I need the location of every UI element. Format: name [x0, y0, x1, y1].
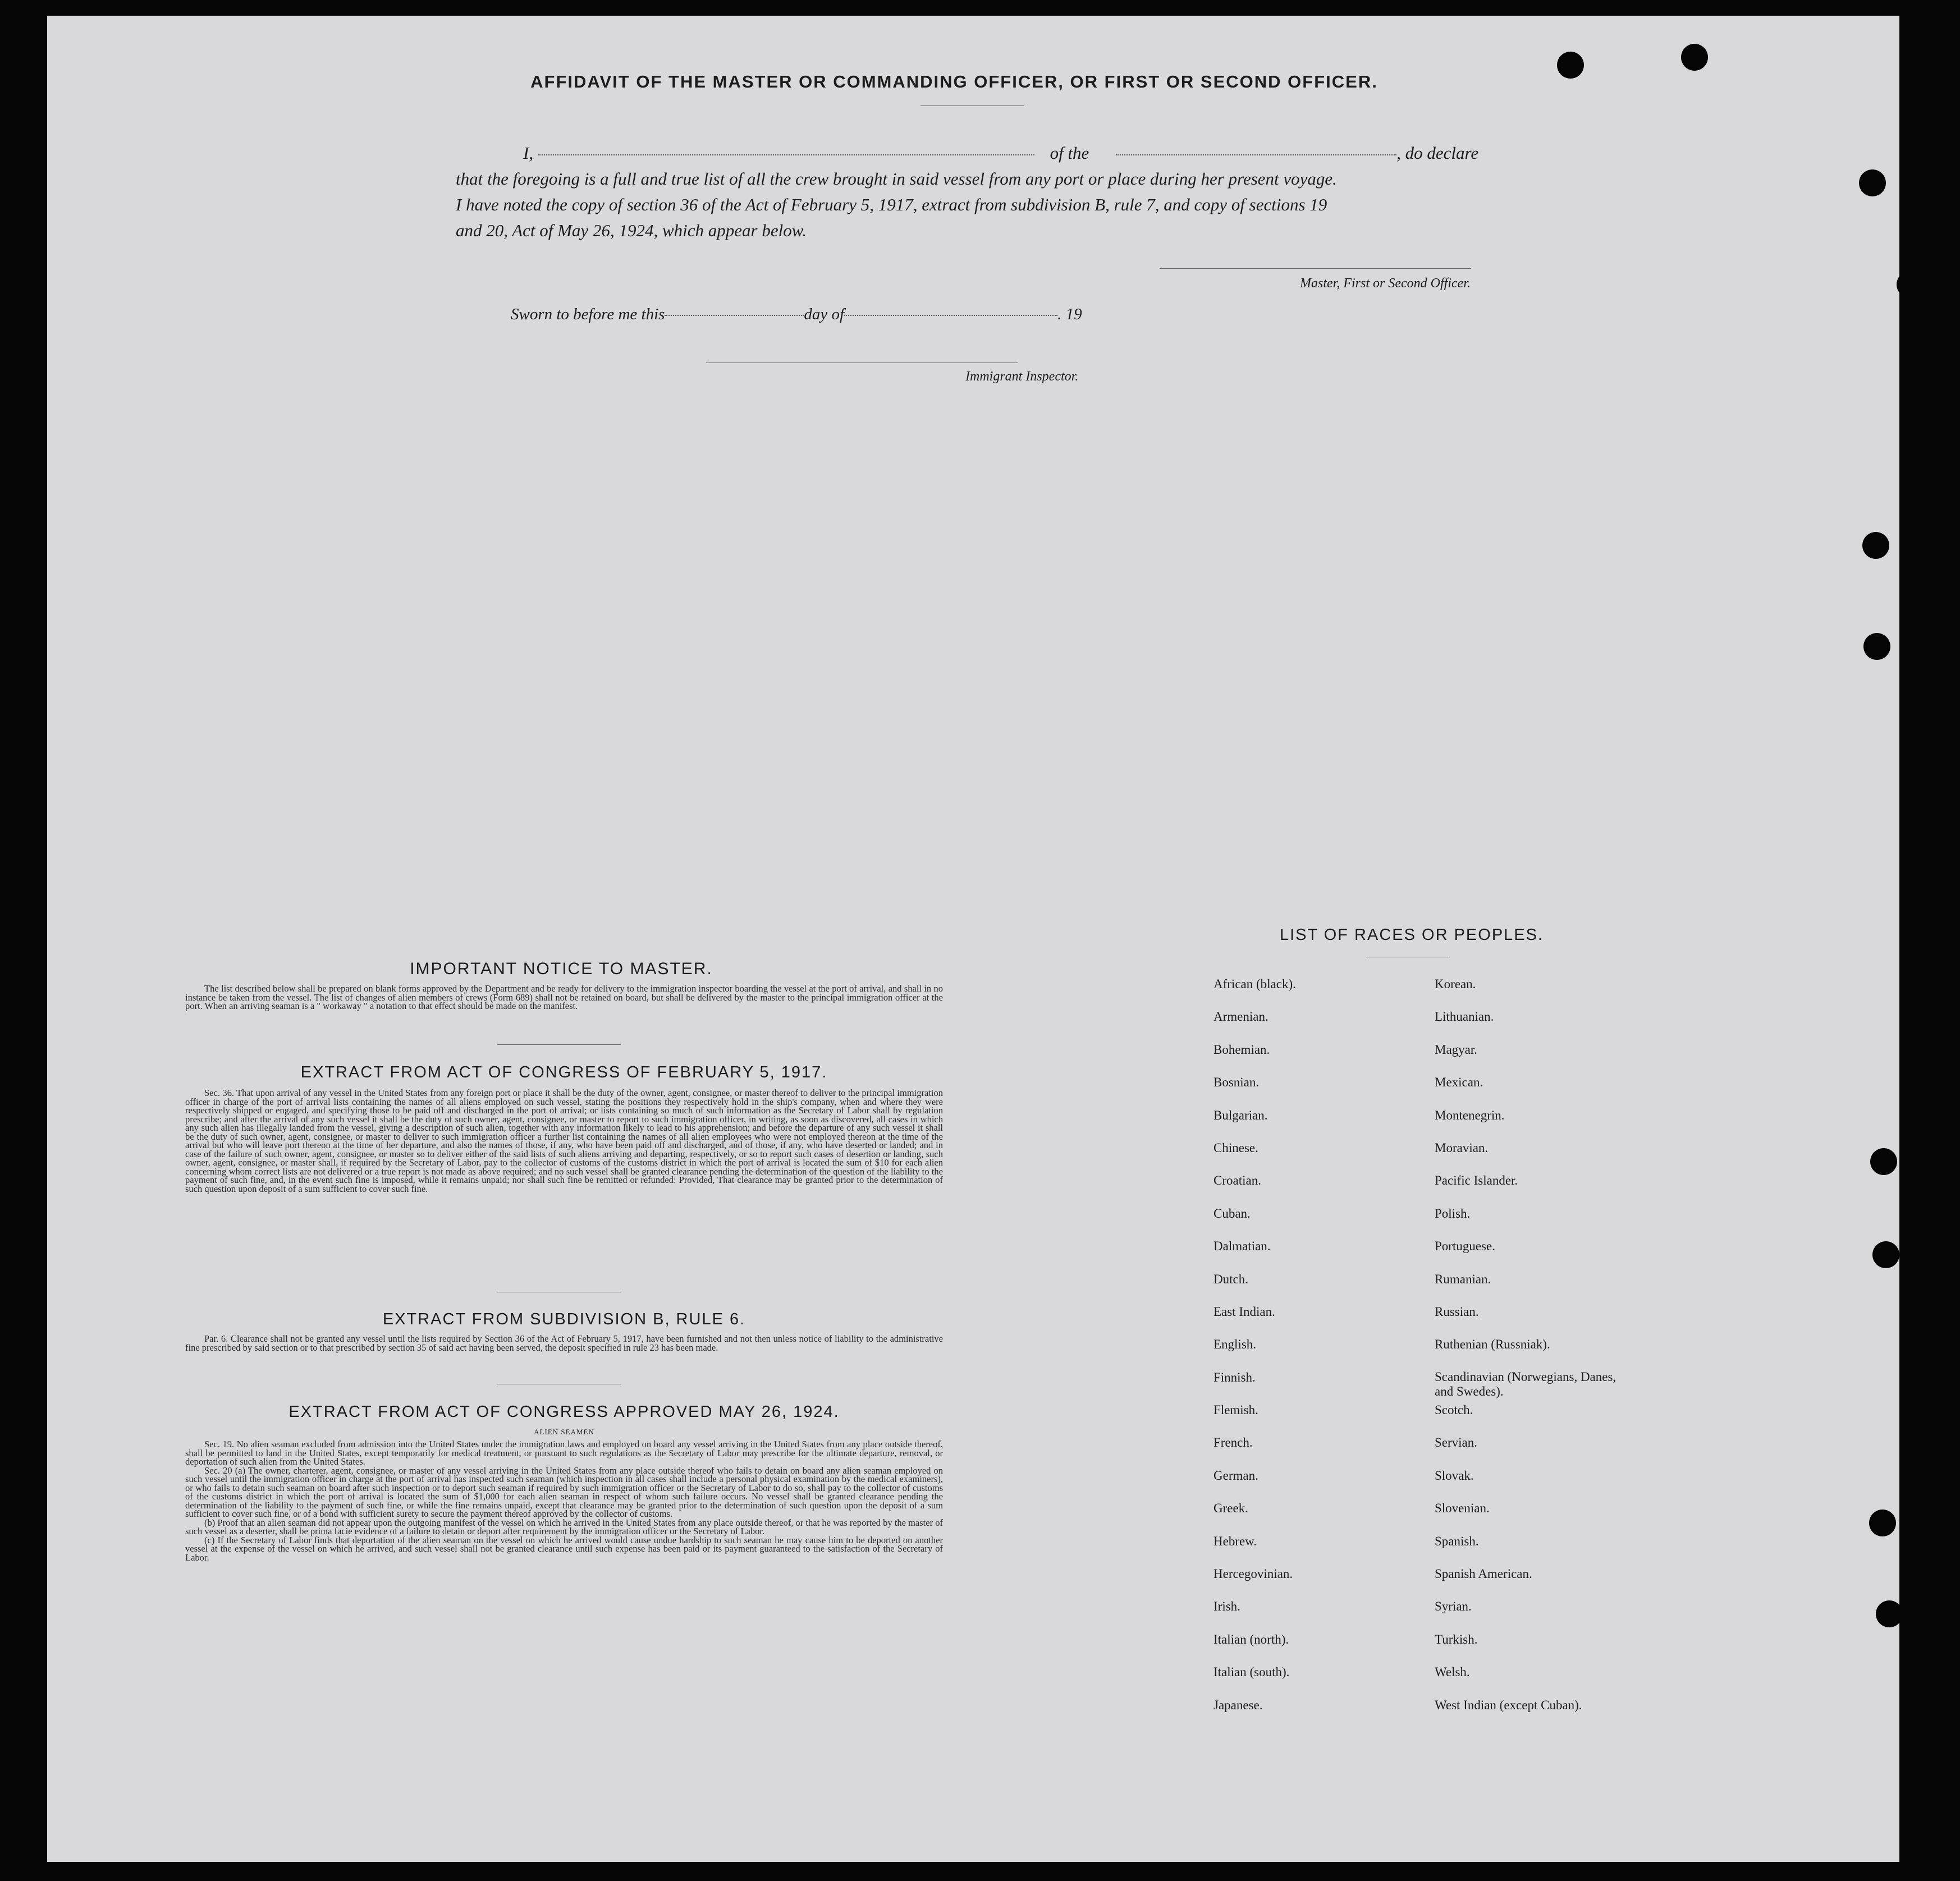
race-item: Mexican. [1435, 1075, 1483, 1090]
notice-title: IMPORTANT NOTICE TO MASTER. [410, 960, 713, 978]
race-item: Flemish. [1213, 1403, 1258, 1417]
section-19-paragraph: Sec. 19. No alien seaman excluded from admission into the United States under the immigration laws and employed on board any vessel arriving in the United States from any place outside thereof, shall be permitted to land in the United States, except temporarily for medical treatment, or pursuant to such regulations as the Secretary of Labor may prescribe for the ultimate departure, removal, or deportation of such alien from the United States. [185, 1439, 943, 1467]
race-item: Moravian. [1435, 1140, 1489, 1155]
race-item: German. [1213, 1468, 1258, 1483]
rule-6-title: EXTRACT FROM SUBDIVISION B, RULE 6. [382, 1310, 746, 1328]
punch-hole [1869, 1510, 1896, 1536]
race-item: East Indian. [1213, 1304, 1275, 1319]
signature-line[interactable] [1160, 268, 1471, 269]
race-item: Lithuanian. [1435, 1010, 1494, 1024]
race-item: Cuban. [1213, 1206, 1251, 1221]
race-item: French. [1213, 1435, 1253, 1450]
race-item: Pacific Islander. [1435, 1173, 1518, 1188]
race-item: Scotch. [1435, 1403, 1473, 1417]
race-item: Korean. [1435, 977, 1476, 991]
extract-1917-text [185, 1089, 943, 1193]
inspector-caption: Immigrant Inspector. [965, 369, 1079, 384]
master-caption: Master, First or Second Officer. [1300, 276, 1471, 291]
race-item: Italian (north). [1213, 1632, 1289, 1646]
rule-6-paragraph: Par. 6. Clearance shall not be granted any vessel until the lists required by Section 36 of the Act of February 5, 1917, have been furnished and not then unless notice of liability to the administrative fine prescribed by said section or to that prescribed by section 35 of said act having been served, the deposit specified in rule 23 has been made. [185, 1333, 943, 1353]
race-item: Syrian. [1435, 1599, 1472, 1614]
section-36-paragraph: Sec. 36. That upon arrival of any vessel in the United States from any foreign port or place it shall be the duty of the owner, agent, consignee, or master thereof to deliver to the principal immigration officer in charge of the port of arrival lists containing the names of all aliens employed on such vessel, stating the positions they respectively hold in the ship's company, when and where they were respectively shipped or engaged, and specifying those to be paid off and discharged in the port of arrival; or lists containing so much of such information as the Secretary of Labor shall by regulation prescribe; and after the arrival of any such vessel it shall be the duty of such owner, agent, consignee, or master to report to such immigration officer, in writing, as soon as discovered, all cases in which any such alien has illegally landed from the vessel, giving a description of such alien, together with any information likely to lead to his apprehension; and before the departure of any such vessel it shall be the duty of such owner, agent, consignee, or master to deliver to such immigration officer a further list containing the names of all alien employees who were not employed thereon at the time of the arrival but who will leave port thereon at the time of her departure, and also the names of those, if any, who have been paid off and discharged, and of those, if any, who have deserted or landed; and in case of the failure of such owner, agent, consignee, or master so to deliver either of the said lists of such aliens arriving and departing, respectively, or so to report such cases of desertion or landing, such owner, agent, consignee, or master shall, if required by the Secretary of Labor, pay to the collector of customs of the customs district in which the port of arrival is located the sum of $10 for each alien concerning whom correct lists are not delivered or a true report is not made as above required; and no such vessel shall be granted clearance pending the determination of the question of the liability to the payment of such fine, and, in the event such fine is imposed, while it remains unpaid; nor shall such fine be remitted or refunded: Provided, That clearance may be granted prior to the determination of such question upon deposit of a sum sufficient to cover such fine. [185, 1088, 943, 1194]
race-item: Portuguese. [1435, 1239, 1495, 1254]
race-item: Japanese. [1213, 1698, 1263, 1712]
declaration-line: I have noted the copy of section 36 of the Act of February 5, 1917, extract from subdivision B, rule 7, and copy of sections 19 [456, 195, 1327, 214]
sworn-text: . 19 [1057, 305, 1082, 323]
race-item: Scandinavian (Norwegians, Danes, and Swedes). [1435, 1369, 1616, 1398]
month-blank[interactable] [844, 315, 1057, 316]
punch-hole [1876, 1600, 1903, 1627]
punch-hole [1862, 532, 1889, 559]
race-item: Finnish. [1213, 1370, 1256, 1384]
declaration-line: and 20, Act of May 26, 1924, which appear below. [456, 221, 807, 240]
race-item: Slovak. [1435, 1468, 1474, 1483]
punch-hole [1681, 44, 1708, 71]
affidavit-title: AFFIDAVIT OF THE MASTER OR COMMANDING OFFICER, OR FIRST OR SECOND OFFICER. [530, 72, 1378, 91]
declaration-text: of the [1050, 143, 1089, 163]
section-20b-paragraph: (b) Proof that an alien seaman did not appear upon the outgoing manifest of the vessel on which he arrived in the United States from any place outside thereof, or that he was reported by the master of such vessel as a deserter, shall be prima facie evidence of a failure to detain or deport after requirement by the immigration officer or the Secretary of Labor. [185, 1517, 943, 1536]
extract-1924-text [185, 1440, 943, 1562]
sworn-text: Sworn to before me this [511, 305, 665, 323]
declaration-text: I, [523, 143, 534, 163]
races-title: LIST OF RACES OR PEOPLES. [1279, 926, 1544, 944]
race-item: Hebrew. [1213, 1534, 1257, 1548]
declaration-line: that the foregoing is a full and true list of all the crew brought in said vessel from any port or place during her present voyage. [456, 169, 1337, 189]
punch-hole [1859, 169, 1886, 196]
race-item: West Indian (except Cuban). [1435, 1698, 1582, 1712]
punch-hole [1863, 633, 1890, 660]
notice-paragraph: The list described below shall be prepared on blank forms approved by the Department and be ready for delivery to the immigration inspector boarding the vessel at the port of arrival, and shall in no instance be taken from the vessel. The list of changes of alien members of crews (Form 689) shall not be retained on board, but shall be delivered by the master to the principal immigration officer at the port. When an arriving seaman is a " workaway " a notation to that effect should be made on the manifest. [185, 983, 943, 1011]
race-item: Turkish. [1435, 1632, 1478, 1646]
punch-hole [1557, 52, 1584, 79]
races-left-column [1213, 976, 1296, 1730]
race-item: Welsh. [1435, 1665, 1470, 1680]
race-item: Greek. [1213, 1501, 1248, 1516]
section-20a-paragraph: Sec. 20 (a) The owner, charterer, agent, consignee, or master of any vessel arriving in the United States from any place outside thereof who fails to detain on board any alien seaman employed on such vessel until the immigration officer in charge at the port of arrival has inspected such seaman (which inspection in all cases shall include a personal physical examination by the medical examiners), or who fails to detain such seaman on board after such inspection or to deport such seaman if required by such immigration officer or the Secretary of Labor to do so, shall pay to the collector of customs of the customs district in which the port of arrival is located the sum of $1,000 for each alien seaman in respect of whom such failure occurs. No vessel shall be granted clearance pending the determination of the liability to the payment of such fine, or while the fine remains unpaid, except that clearance may be granted prior to the determination of such question upon the deposit of a sum sufficient to cover such fine, or of a bond with sufficient surety to secure the payment thereof approved by the collector of customs. [185, 1465, 943, 1519]
race-item: English. [1213, 1337, 1257, 1352]
name-blank[interactable] [538, 154, 1034, 155]
punch-hole [1870, 1148, 1897, 1175]
affidavit-declaration [456, 140, 1508, 244]
race-item: Chinese. [1213, 1140, 1258, 1155]
race-item: Ruthenian (Russniak). [1435, 1337, 1550, 1352]
race-item: Polish. [1435, 1206, 1471, 1221]
race-item: Russian. [1435, 1304, 1479, 1319]
race-item: Dutch. [1213, 1272, 1248, 1286]
day-blank[interactable] [665, 315, 804, 316]
divider [921, 105, 1024, 106]
race-item: Magyar. [1435, 1042, 1478, 1057]
notice-text [185, 984, 943, 1011]
extract-1924-title: EXTRACT FROM ACT OF CONGRESS APPROVED MAY 26, 1924. [288, 1403, 840, 1421]
race-item: Bulgarian. [1213, 1108, 1268, 1122]
punch-hole [1897, 271, 1924, 298]
declaration-text: , do declare [1396, 143, 1479, 163]
race-item: African (black). [1213, 977, 1296, 991]
extract-1917-title: EXTRACT FROM ACT OF CONGRESS OF FEBRUARY 5, 1917. [300, 1063, 828, 1081]
race-item: Slovenian. [1435, 1501, 1490, 1516]
race-item: Montenegrin. [1435, 1108, 1505, 1122]
race-item: Bosnian. [1213, 1075, 1260, 1090]
divider [497, 1044, 621, 1045]
race-item: Servian. [1435, 1435, 1478, 1450]
race-item: Hercegovinian. [1213, 1567, 1293, 1581]
section-20c-paragraph: (c) If the Secretary of Labor finds that deportation of the alien seaman on the vessel on which he arrived would cause undue hardship to such seaman he may cause him to be deported on another vessel at the expense of the vessel on which he arrived, and such vessel shall not be granted clearance until such expense has been paid or its payment guaranteed to the satisfaction of the Secretary of Labor. [185, 1534, 943, 1563]
races-right-column [1435, 976, 1620, 1730]
punch-hole [1872, 1241, 1899, 1268]
rule-6-text [185, 1334, 943, 1352]
race-item: Armenian. [1213, 1010, 1268, 1024]
vessel-blank[interactable] [1116, 154, 1396, 155]
race-item: Italian (south). [1213, 1665, 1290, 1680]
race-item: Spanish American. [1435, 1567, 1532, 1581]
race-item: Irish. [1213, 1599, 1240, 1614]
sworn-line [511, 305, 1082, 324]
race-item: Spanish. [1435, 1534, 1479, 1548]
race-item: Dalmatian. [1213, 1239, 1271, 1254]
race-item: Bohemian. [1213, 1042, 1270, 1057]
race-item: Croatian. [1213, 1173, 1261, 1188]
sworn-text: day of [804, 305, 845, 323]
document-page [47, 16, 1899, 1862]
alien-seamen-subtitle: ALIEN SEAMEN [534, 1428, 594, 1436]
race-item: Rumanian. [1435, 1272, 1491, 1286]
